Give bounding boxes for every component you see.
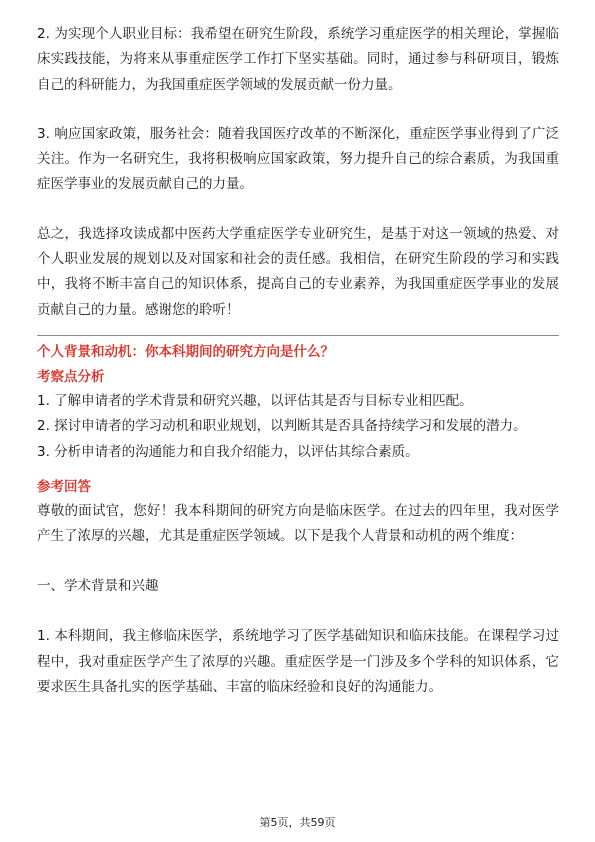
answer-subheading: 一、学术背景和兴趣 [37,578,159,595]
question-heading: 个人背景和动机：你本科期间的研究方向是什么？ [37,343,334,360]
paragraph-national-policy: 3. 响应国家政策，服务社会：随着我国医疗改革的不断深化，重症医学事业得到了广泛关注。作为一名研究生，我将积极响应国家政策，努力提升自己的综合素质，为我国重症医学事业的发展贡献自己的力量。 [37,125,559,193]
document-page [37,22,559,700]
paragraph-conclusion: 总之，我选择攻读成都中医药大学重症医学专业研究生，是基于对这一领域的热爱、对个人职业发展的规划以及对国家和社会的责任感。我相信，在研究生阶段的学习和实践中，我将不断丰富自己的知识体系，提高自己的专业素养，为我国重症医学事业的发展贡献自己的力量。感谢您的聆听！ [37,225,559,318]
analysis-item: 1. 了解申请者的学术背景和研究兴趣，以评估其是否与目标专业相匹配。 [37,392,473,409]
answer-point-1: 1. 本科期间，我主修临床医学，系统地学习了医学基础知识和临床技能。在课程学习过程中，我对重症医学产生了浓厚的兴趣。重症医学是一门涉及多个学科的知识体系，它要求医生具备扎实的医学基础、丰富的临床经验和良好的沟通能力。 [37,628,559,696]
spacer [37,198,559,222]
spacer [37,599,559,624]
section-divider [37,335,559,336]
spacer [37,549,559,574]
analysis-item: 3. 分析申请者的沟通能力和自我介绍能力，以评估其综合素质。 [37,443,419,460]
spacer [37,98,559,122]
analysis-item: 2. 探讨申请者的学习动机和职业规划，以判断其是否具备持续学习和发展的潜力。 [37,418,527,435]
spacer [37,465,559,475]
answer-intro: 尊敬的面试官，您好！我本科期间的研究方向是临床医学。在过去的四年里，我对医学产生了浓厚的兴趣，尤其是重症医学领域。以下是我个人背景和动机的两个维度： [37,502,559,545]
paragraph-career-goal: 2. 为实现个人职业目标：我希望在研究生阶段，系统学习重症医学的相关理论，掌握临床实践技能，为将来从事重症医学工作打下坚实基础。同时，通过参与科研项目，锻炼自己的科研能力，为我国重症医学领域的发展贡献一份力量。 [37,26,559,93]
answer-label: 参考回答 [37,478,91,495]
analysis-label: 考察点分析 [37,368,105,385]
page-number-footer: 第5页，共59页 [259,816,336,829]
